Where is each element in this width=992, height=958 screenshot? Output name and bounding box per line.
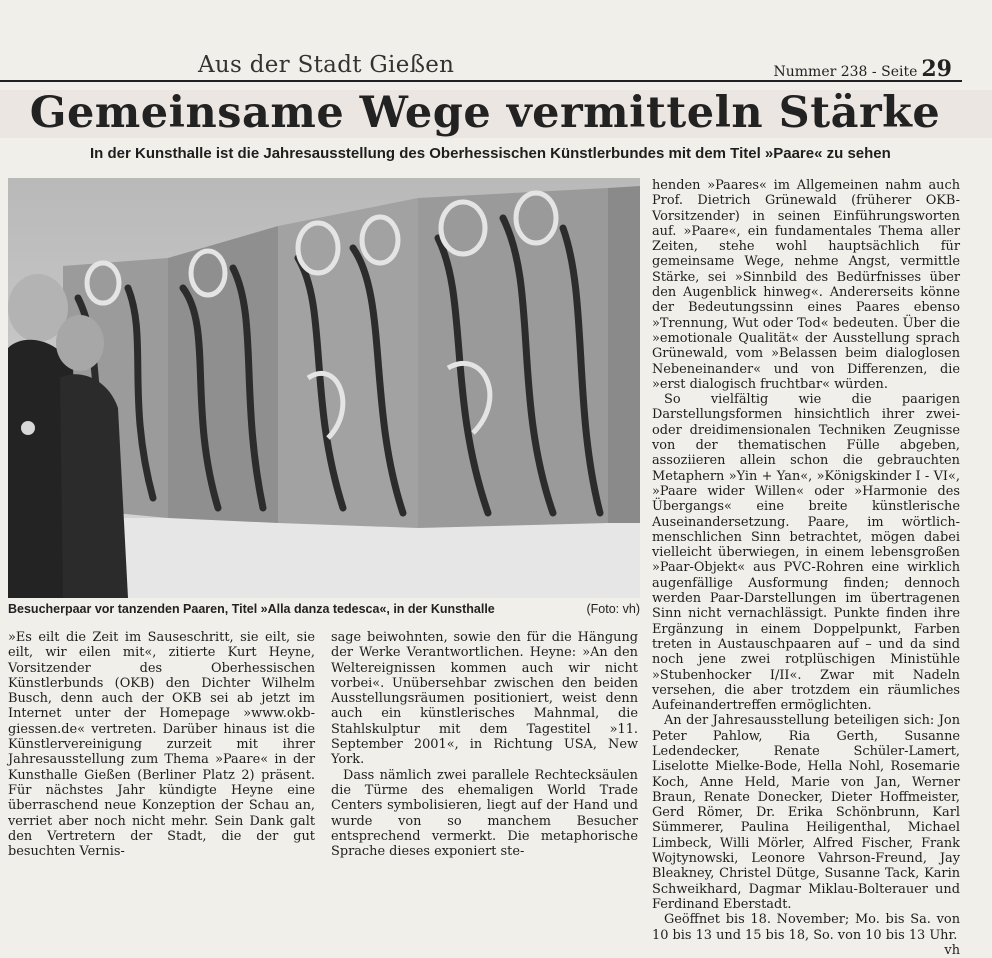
- paragraph: An der Jahresausstellung beteiligen sich: Jon Peter Pahlow, Ria Gerth, Susanne Ledendecker, Renate Schüler-Lamert, Liselotte Mielke-Bode, Hella Nohl, Rosemarie Koch, Anne Held, Marie von Jan, Werner Braun, Renate Donecker, Dieter Hoffmeister, Gerd Römer, Dr. Erika Schönbrunn, Karl Sümmerer, Paulina Heiligenthal, Michael Limbeck, Willi Mörler, Alfred Fischer, Frank Wojtynowski, Leonore Vahrson-Freund, Jay Bleakney, Christel Dütge, Susanne Tack, Karin Schweikhard, Dagmar Miklau-Bolterauer und Ferdinand Eberstadt.: [652, 713, 960, 912]
- photo-credit: (Foto: vh): [586, 602, 640, 616]
- headline: Gemeinsame Wege vermitteln Stärke: [29, 88, 941, 138]
- article-column-2: [331, 630, 638, 859]
- article-column-1: [8, 630, 315, 859]
- byline: vh: [944, 942, 960, 958]
- paragraph: henden »Paares« im Allgemeinen nahm auch Prof. Dietrich Grünewald (früherer OKB-Vorsitzender) in seinen Einführungsworten auf. »Paare«, ein fundamentales Thema aller Zeiten, stehe wohl hauptsächlich für gemeinsame Wege, nehme Angst, vermittle Stärke, sei »Sinnbild des Bedürfnisses über den Augenblick hinweg«. Andererseits könne der Bedeutungssinn eines Paares ebenso »Trennung, Wut oder Tod« bedeuten. Über die »emotionale Qualität« der Ausstellung sprach Grünewald, vom »Belassen beim dialoglosen Nebeneinander« und von Differenzen, die »erst dialogisch fruchtbar« würden.: [652, 178, 960, 392]
- subheadline: In der Kunsthalle ist die Jahresausstellung des Oberhessischen Künstlerbundes mit dem Titel »Paare« zu sehen: [90, 145, 891, 162]
- issue-info: [774, 56, 953, 82]
- caption-text: Besucherpaar vor tanzenden Paaren, Titel »Alla danza tedesca«, in der Kunsthalle: [8, 602, 495, 616]
- paragraph: [652, 912, 960, 958]
- page-number: 29: [921, 56, 952, 82]
- article-photo: [8, 178, 640, 598]
- issue-label: Nummer 238 - Seite: [773, 64, 918, 80]
- paragraph: sage beiwohnten, sowie den für die Hängung der Werke Verantwortlichen. Heyne: »An den Weltereignissen kommen auch wir nicht vorbei«. Unübersehbar zwischen den beiden Ausstellungsräumen positioniert, weist denn auch ein künstlerisches Mahnmal, die Stahlskulptur mit dem Tagestitel »11. September 2001«, in Richtung USA, New York.: [331, 630, 638, 768]
- paragraph: So vielfältig wie die paarigen Darstellungsformen hinsichtlich ihrer zwei- oder dreidimensionalen Techniken Zeugnisse von der thematischen Fülle abgeben, assoziieren allein schon die gebrauchten Metaphern »Yin + Yan«, »Königskinder I - VI«, »Paare wider Willen« oder »Harmonie des Übergangs« eine breite künstlerische Auseinandersetzung. Paare, im wörtlich-menschlichen Sinn betrachtet, mögen dabei vielleicht überwiegen, in einem lebensgroßen »Paar-Objekt« aus PVC-Rohren eine wirklich augenfällige Ausformung finden; dennoch werden Paar-Darstellungen im übertragenen Sinn nicht vernachlässigt. Punkte finden ihre Ergänzung in einem Doppelpunkt, Farben treten in Austauschpaaren auf – und da sind noch jene zwei rotplüschigen Ministühle »Stubenhocker I/II«. Zwar mit Nadeln versehen, die aber trotzdem ein räumliches Aufeinandertreffen ermöglichten.: [652, 392, 960, 714]
- paragraph: Dass nämlich zwei parallele Rechtecksäulen die Türme des ehemaligen World Trade Centers symbolisieren, liegt auf der Hand und wurde von so manchem Besucher entsprechend vermerkt. Die metaphorische Sprache dieses exponiert ste-: [331, 767, 638, 860]
- article-column-3: [652, 178, 960, 958]
- paragraph: »Es eilt die Zeit im Sauseschritt, sie eilt, sie eilt, wir eilen mit«, zitierte Kurt Heyne, Vorsitzender des Oberhessischen Künstlerbunds (OKB) den Dichter Wilhelm Busch, denn auch der OKB sei ab jetzt im Internet unter der Homepage »www.okb-giessen.de« vertreten. Darüber hinaus ist die Künstlervereinigung zurzeit mit ihrer Jahresausstellung zum Thema »Paare« in der Kunsthalle Gießen (Berliner Platz 2) präsent. Für nächstes Jahr kündigte Heyne eine überraschend neue Konzeption der Schau an, verriet aber noch nicht mehr. Sein Dank galt den Vertretern der Stadt, die der gut besuchten Vernis-: [8, 630, 315, 860]
- photo-caption: [8, 602, 640, 616]
- section-title: Aus der Stadt Gießen: [198, 52, 455, 78]
- opening-hours: Geöffnet bis 18. November; Mo. bis Sa. von 10 bis 13 und 15 bis 18, So. von 10 bis 13 Uhr.: [652, 912, 960, 943]
